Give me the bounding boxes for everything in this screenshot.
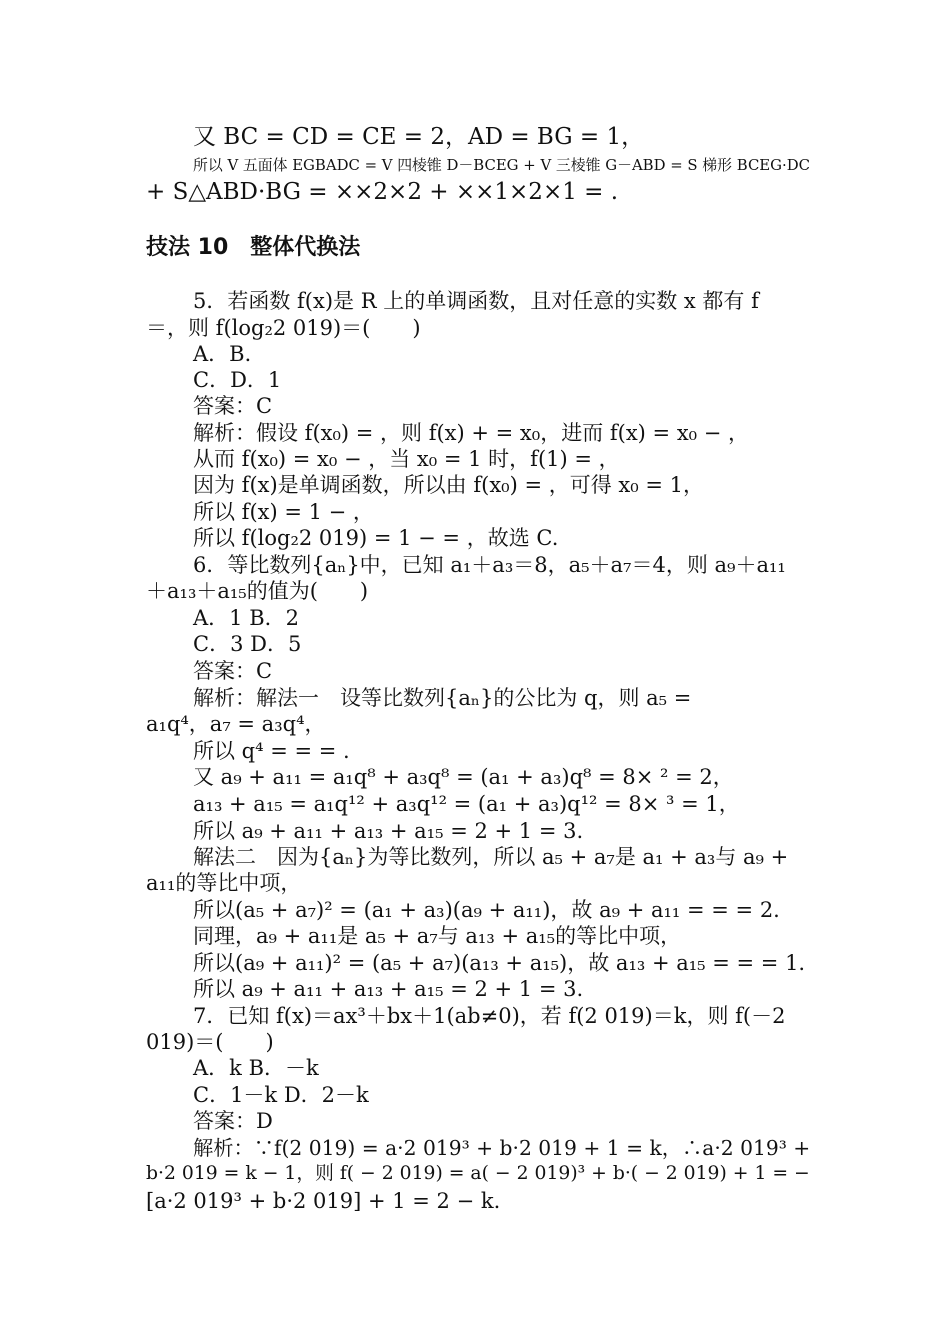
text-line: 解析：假设 f(x₀) = ，则 f(x) + = x₀，进而 f(x) = x₀ − ， (193, 421, 750, 445)
section-title: 技法 10 整体代换法 (146, 235, 361, 260)
text-line: 解法二 因为{aₙ}为等比数列，所以 a₅ + a₇是 a₁ + a₃与 a₉ + (193, 845, 789, 869)
text-line: 答案：D (193, 1109, 273, 1133)
text-line: C．1－k D．2－k (193, 1083, 369, 1107)
text-line: A．k B．－k (193, 1056, 319, 1080)
text-line: ＋a₁₃＋a₁₅的值为( ) (146, 579, 369, 603)
text-line: ＝，则 f(log₂2 019)＝( ) (146, 316, 421, 340)
text-line: a₁₁的等比中项， (146, 871, 302, 895)
text-line: 所以 V 五面体 EGBADC = V 四棱锥 D－BCEG + V 三棱锥 G－ABD = S 梯形 BCEG·DC (193, 156, 811, 174)
text-line: a₁₃ + a₁₅ = a₁q¹² + a₃q¹² = (a₁ + a₃)q¹² = 8× ³ = 1， (193, 792, 740, 816)
text-line: C．3 D．5 (193, 632, 302, 656)
text-line: 从而 f(x₀) = x₀ − ，当 x₀ = 1 时，f(1) = ， (193, 447, 620, 471)
text-line: 019)＝( ) (146, 1030, 274, 1054)
text-line: 所以 f(log₂2 019) = 1 − = ，故选 C. (193, 526, 559, 550)
text-line: 6．等比数列{aₙ}中，已知 a₁＋a₃＝8，a₅＋a₇＝4，则 a₉＋a₁₁ (193, 553, 786, 577)
text-line: [a·2 019³ + b·2 019] + 1 = 2 − k. (146, 1189, 501, 1213)
text-line: 所以 f(x) = 1 − ， (193, 500, 374, 524)
text-line: A．1 B．2 (193, 606, 299, 630)
text-line: 又 BC = CD = CE = 2，AD = BG = 1， (193, 124, 645, 150)
text-line: 解析：∵f(2 019) = a·2 019³ + b·2 019 + 1 = k，∴a·2 019³ + (193, 1136, 811, 1160)
text-line: A．B． (193, 342, 266, 366)
text-line: 又 a₉ + a₁₁ = a₁q⁸ + a₃q⁸ = (a₁ + a₃)q⁸ = 8× ² = 2， (193, 765, 734, 789)
text-line: 所以 q⁴ = = = . (193, 739, 350, 763)
text-line: 所以 a₉ + a₁₁ + a₁₃ + a₁₅ = 2 + 1 = 3. (193, 977, 584, 1001)
text-line: 因为 f(x)是单调函数，所以由 f(x₀) = ，可得 x₀ = 1， (193, 473, 704, 497)
text-line: 答案：C (193, 394, 273, 418)
text-line: 答案：C (193, 659, 273, 683)
text-line: 所以 a₉ + a₁₁ + a₁₃ + a₁₅ = 2 + 1 = 3. (193, 819, 584, 843)
text-line: b·2 019 = k − 1，则 f( − 2 019) = a( − 2 019)³ + b·( − 2 019) + 1 = − (146, 1163, 810, 1184)
text-line: 5．若函数 f(x)是 R 上的单调函数，且对任意的实数 x 都有 f (193, 289, 759, 313)
text-line: 所以(a₉ + a₁₁)² = (a₅ + a₇)(a₁₃ + a₁₅)，故 a₁₃ + a₁₅ = = = 1. (193, 951, 806, 975)
text-line: C．D．1 (193, 368, 282, 392)
text-line: 所以(a₅ + a₇)² = (a₁ + a₃)(a₉ + a₁₁)，故 a₉ + a₁₁ = = = 2. (193, 898, 780, 922)
text-line: 解析：解法一 设等比数列{aₙ}的公比为 q，则 a₅ = (193, 686, 692, 710)
text-line: 同理，a₉ + a₁₁是 a₅ + a₇与 a₁₃ + a₁₅的等比中项， (193, 924, 682, 948)
text-line: a₁q⁴，a₇ = a₃q⁴， (146, 712, 326, 736)
text-line: 7．已知 f(x)＝ax³＋bx＋1(ab≠0)，若 f(2 019)＝k，则 f(－2 (193, 1004, 786, 1028)
text-line: + S△ABD·BG = ××2×2 + ××1×2×1 = . (146, 179, 619, 205)
